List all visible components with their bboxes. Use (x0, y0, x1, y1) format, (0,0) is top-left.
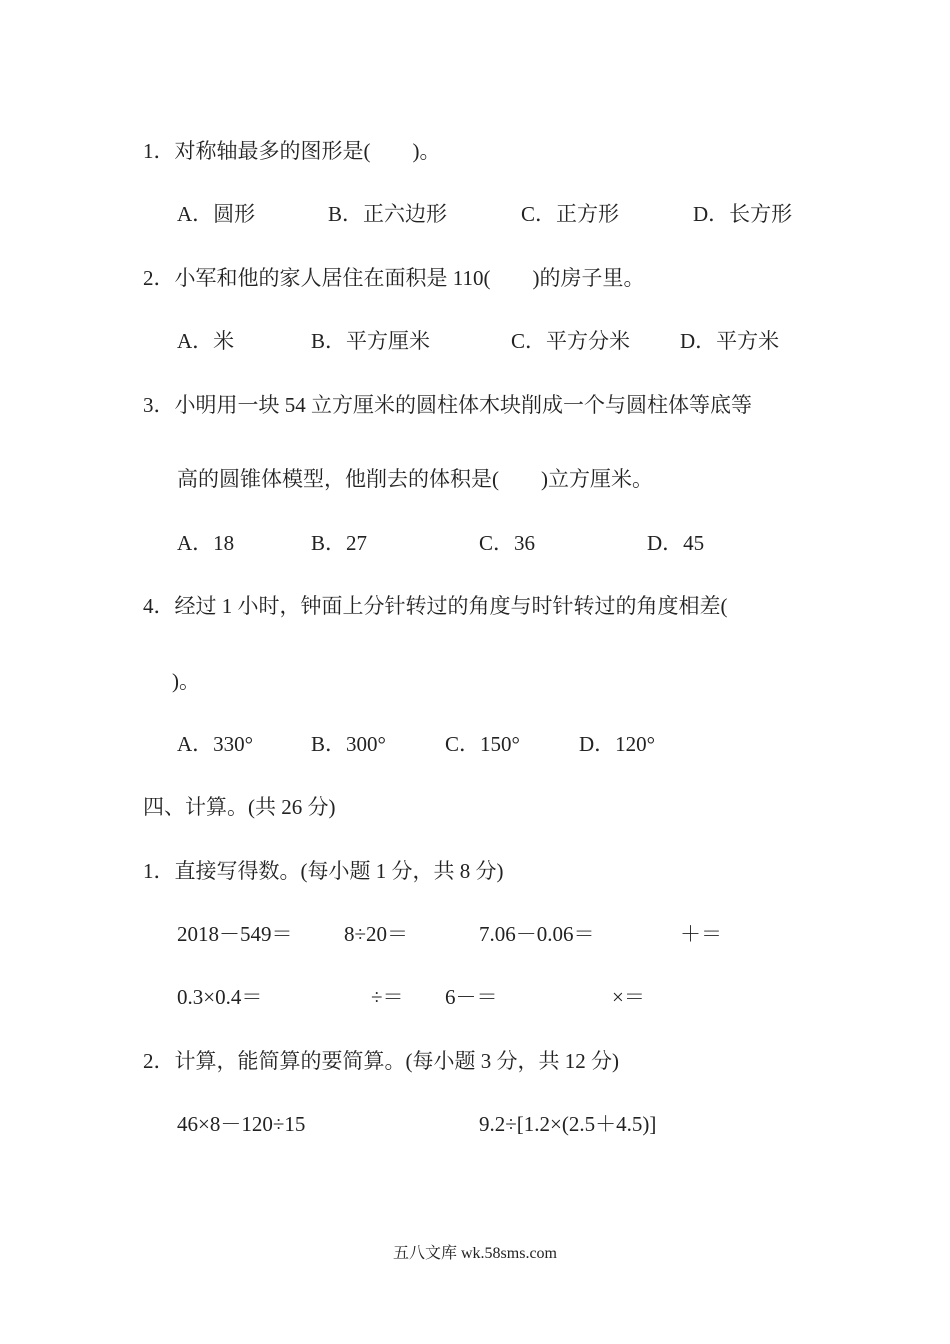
question-1-option-c: C．正方形 (521, 202, 620, 226)
question-4-option-c: C．150° (445, 732, 520, 756)
calc-item: ÷＝ (371, 985, 404, 1009)
question-3-stem-line-2: 高的圆锥体模型，他削去的体积是( )立方厘米。 (177, 467, 653, 491)
section-4-part-1-title: 1．直接写得数。(每小题 1 分，共 8 分) (143, 859, 504, 883)
calc-item: ×＝ (612, 985, 645, 1009)
question-4-stem-line-1: 4．经过 1 小时，钟面上分针转过的角度与时针转过的角度相差( (143, 594, 728, 618)
calc-item: 2018－549＝ (177, 922, 293, 946)
question-4-option-d: D．120° (579, 732, 656, 756)
question-3-option-d: D．45 (647, 531, 705, 555)
question-1-option-a: A．圆形 (177, 202, 256, 226)
question-3-option-c: C．36 (479, 531, 536, 555)
calc-item: 8÷20＝ (344, 922, 409, 946)
calc-item: ＋＝ (680, 922, 722, 946)
section-4-part-2-title: 2．计算，能简算的要简算。(每小题 3 分，共 12 分) (143, 1049, 619, 1073)
question-1-option-d: D．长方形 (693, 202, 793, 226)
question-4-stem-line-2: )。 (172, 669, 200, 693)
calc-expression: 9.2÷[1.2×(2.5＋4.5)] (479, 1112, 657, 1136)
question-2-option-a: A．米 (177, 329, 235, 353)
question-2-option-b: B．平方厘米 (311, 329, 431, 353)
question-3-stem-line-1: 3．小明用一块 54 立方厘米的圆柱体木块削成一个与圆柱体等底等 (143, 393, 752, 417)
footer-watermark: 五八文库 wk.58sms.com (392, 1245, 557, 1262)
question-4-option-b: B．300° (311, 732, 386, 756)
calc-item: 0.3×0.4＝ (177, 985, 263, 1009)
section-4-title: 四、计算。(共 26 分) (143, 795, 336, 819)
question-1-option-b: B．正六边形 (328, 202, 448, 226)
calc-item: 7.06－0.06＝ (479, 922, 595, 946)
question-3-option-b: B．27 (311, 531, 368, 555)
question-3-option-a: A．18 (177, 531, 235, 555)
question-2-stem: 2．小军和他的家人居住在面积是 110( )的房子里。 (143, 266, 645, 290)
question-4-option-a: A．330° (177, 732, 254, 756)
calc-item: 6－＝ (445, 985, 498, 1009)
question-1-stem: 1．对称轴最多的图形是( )。 (143, 139, 441, 163)
question-2-option-c: C．平方分米 (511, 329, 631, 353)
question-2-option-d: D．平方米 (680, 329, 780, 353)
calc-expression: 46×8－120÷15 (177, 1112, 306, 1136)
